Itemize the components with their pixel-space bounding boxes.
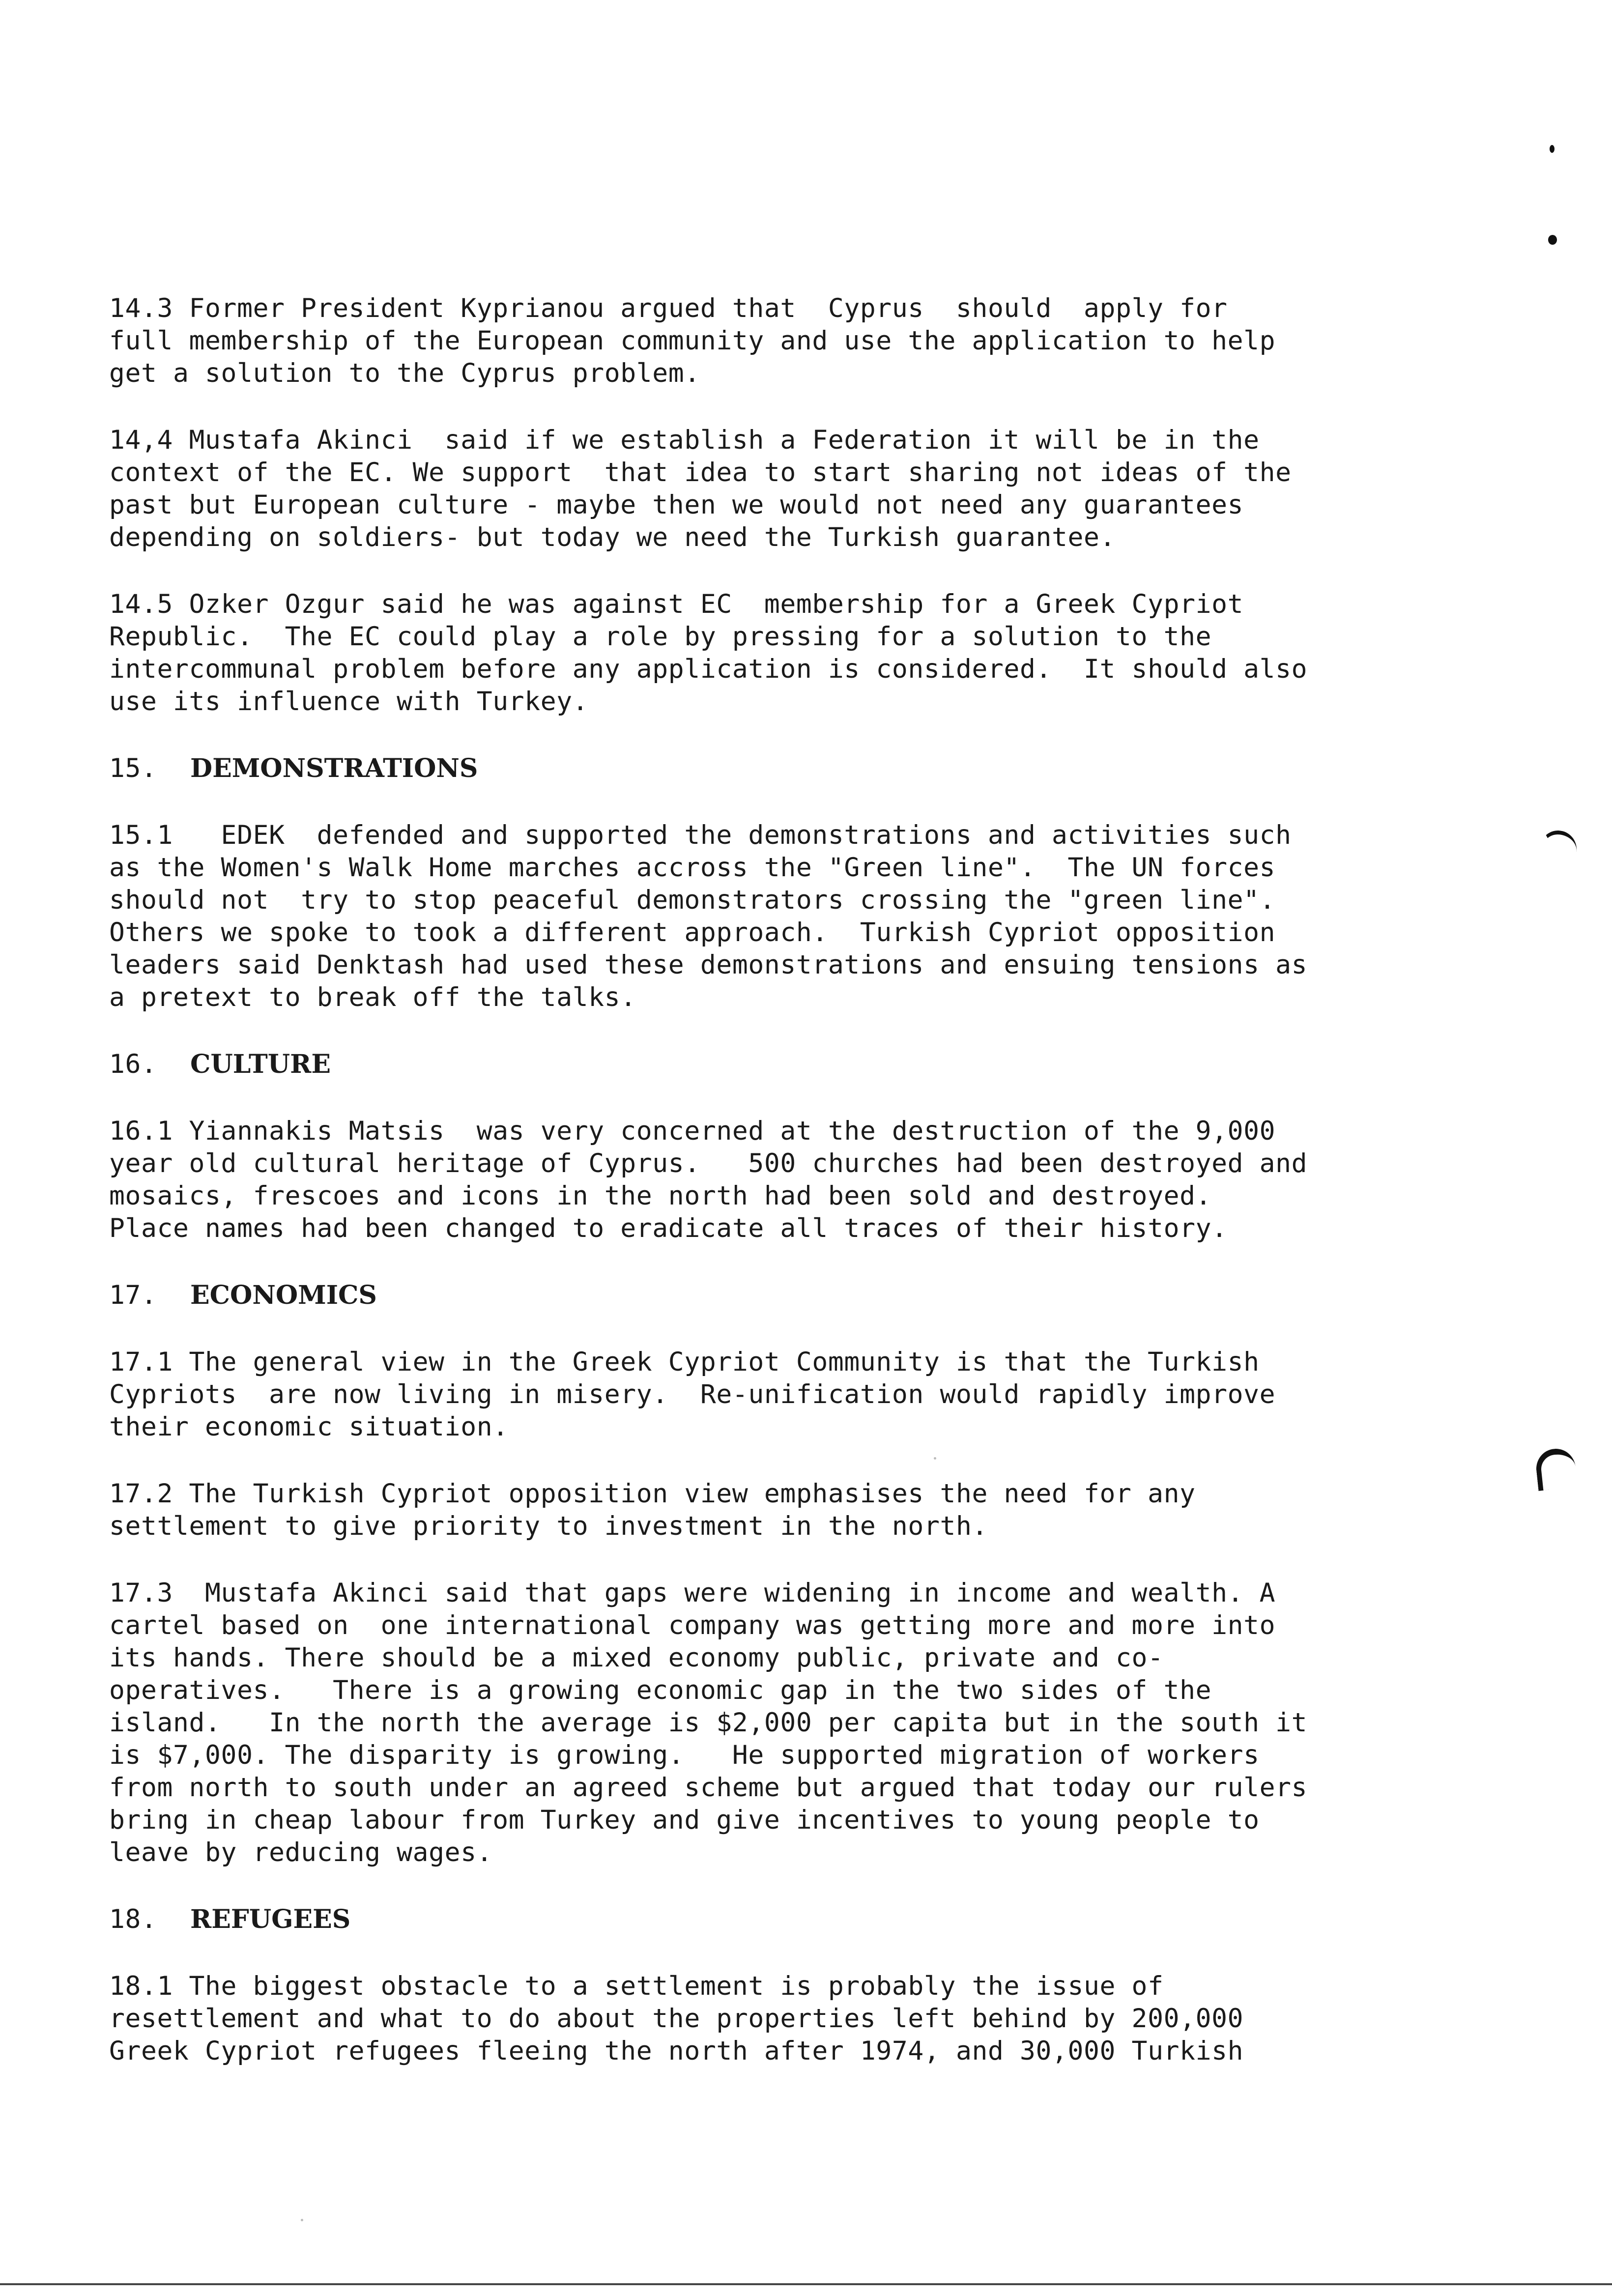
- text-line: Republic. The EC could play a role by pressing for a solution to the: [109, 622, 1212, 652]
- section-number: 15.: [109, 753, 157, 783]
- section-title: ECONOMICS: [190, 1280, 377, 1310]
- section-title: DEMONSTRATIONS: [190, 753, 478, 783]
- paragraph-15-1: [109, 819, 1397, 1014]
- text-line: use its influence with Turkey.: [109, 687, 589, 717]
- page-bottom-edge: [0, 2283, 1612, 2285]
- text-line: settlement to give priority to investment in the north.: [109, 1511, 988, 1541]
- text-line: their economic situation.: [109, 1412, 509, 1442]
- paragraph-14-4: [109, 424, 1397, 554]
- text-line: 17.3 Mustafa Akinci said that gaps were widening in income and wealth. A: [109, 1578, 1276, 1608]
- text-line: bring in cheap labour from Turkey and give incentives to young people to: [109, 1805, 1260, 1835]
- paragraph-17-3: [109, 1577, 1397, 1869]
- text-line: 18.1 The biggest obstacle to a settlement is probably the issue of: [109, 1971, 1164, 2001]
- paragraph-18-1: [109, 1970, 1397, 2067]
- text-line: island. In the north the average is $2,000 per capita but in the south it: [109, 1708, 1308, 1738]
- text-line: as the Women's Walk Home marches accross the "Green line". The UN forces: [109, 853, 1276, 883]
- paragraph-17-2: [109, 1478, 1397, 1543]
- scan-mark: [1548, 235, 1557, 245]
- section-title: REFUGEES: [190, 1904, 351, 1934]
- text-line: depending on soldiers- but today we need the Turkish guarantee.: [109, 522, 1116, 552]
- text-line: 17.1 The general view in the Greek Cypriot Community is that the Turkish: [109, 1347, 1260, 1377]
- paragraph-14-3: [109, 292, 1397, 390]
- text-line: mosaics, frescoes and icons in the north had been sold and destroyed.: [109, 1181, 1212, 1211]
- text-line: its hands. There should be a mixed economy public, private and co-: [109, 1643, 1164, 1673]
- section-title: CULTURE: [190, 1049, 331, 1079]
- punch-hole-mark: [1534, 1447, 1578, 1491]
- section-number: 16.: [109, 1049, 157, 1079]
- text-line: intercommunal problem before any application is considered. It should also: [109, 654, 1308, 684]
- text-line: get a solution to the Cyprus problem.: [109, 358, 700, 388]
- text-line: operatives. There is a growing economic gap in the two sides of the: [109, 1675, 1212, 1705]
- text-line: Greek Cypriot refugees fleeing the north after 1974, and 30,000 Turkish: [109, 2036, 1244, 2066]
- section-number: 17.: [109, 1280, 157, 1310]
- text-line: 14,4 Mustafa Akinci said if we establish a Federation it will be in the: [109, 425, 1260, 455]
- paragraph-14-5: [109, 588, 1397, 718]
- punch-hole-mark: [1537, 828, 1579, 871]
- text-line: past but European culture - maybe then we would not need any guarantees: [109, 490, 1244, 520]
- text-line: from north to south under an agreed scheme but argued that today our rulers: [109, 1773, 1308, 1803]
- text-line: resettlement and what to do about the properties left behind by 200,000: [109, 2004, 1244, 2034]
- text-line: year old cultural heritage of Cyprus. 500 churches had been destroyed and: [109, 1148, 1308, 1178]
- text-line: 14.5 Ozker Ozgur said he was against EC membership for a Greek Cypriot: [109, 589, 1244, 619]
- text-line: Others we spoke to took a different approach. Turkish Cypriot opposition: [109, 918, 1276, 947]
- scan-speck: [301, 2219, 303, 2221]
- text-line: context of the EC. We support that idea to start sharing not ideas of the: [109, 458, 1292, 488]
- document-body: [109, 292, 1397, 2102]
- text-line: a pretext to break off the talks.: [109, 982, 636, 1012]
- text-line: full membership of the European community and use the application to help: [109, 326, 1276, 356]
- text-line: Place names had been changed to eradicate all traces of their history.: [109, 1213, 1228, 1243]
- section-heading-culture: [109, 1048, 1397, 1081]
- paragraph-17-1: [109, 1346, 1397, 1443]
- text-line: 17.2 The Turkish Cypriot opposition view emphasises the need for any: [109, 1479, 1196, 1509]
- text-line: is $7,000. The disparity is growing. He supported migration of workers: [109, 1740, 1260, 1770]
- text-line: 14.3 Former President Kyprianou argued that Cyprus should apply for: [109, 293, 1228, 323]
- scan-mark: [1550, 145, 1554, 153]
- text-line: cartel based on one international company was getting more and more into: [109, 1610, 1276, 1640]
- section-heading-economics: [109, 1279, 1397, 1312]
- section-heading-refugees: [109, 1903, 1397, 1936]
- text-line: Cypriots are now living in misery. Re-unification would rapidly improve: [109, 1379, 1276, 1409]
- section-number: 18.: [109, 1904, 157, 1934]
- text-line: leaders said Denktash had used these demonstrations and ensuing tensions as: [109, 950, 1308, 980]
- paragraph-16-1: [109, 1115, 1397, 1245]
- text-line: should not try to stop peaceful demonstrators crossing the "green line".: [109, 885, 1276, 915]
- text-line: 15.1 EDEK defended and supported the demonstrations and activities such: [109, 820, 1292, 850]
- text-line: leave by reducing wages.: [109, 1837, 493, 1867]
- text-line: 16.1 Yiannakis Matsis was very concerned at the destruction of the 9,000: [109, 1116, 1276, 1146]
- section-heading-demonstrations: [109, 752, 1397, 785]
